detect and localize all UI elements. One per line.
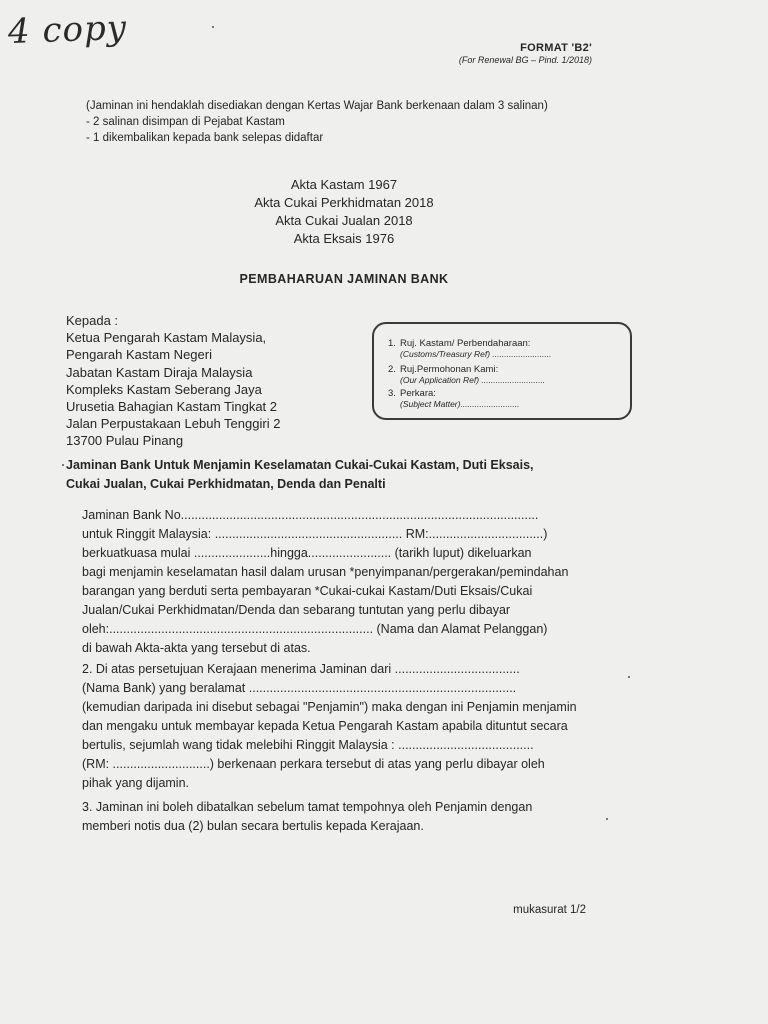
- address-line: Kompleks Kastam Seberang Jaya: [66, 381, 262, 397]
- reference-label: Perkara:: [400, 388, 436, 399]
- page-number: mukasurat 1/2: [513, 904, 586, 916]
- scan-speck: [212, 26, 214, 28]
- paragraph-line: Jualan/Cukai Perkhidmatan/Denda dan sebarang tuntutan yang perlu dibayar: [82, 603, 511, 617]
- heading-line: Cukai Jualan, Cukai Perkhidmatan, Denda dan Penalti: [66, 477, 386, 491]
- format-title: FORMAT 'B2': [520, 42, 592, 54]
- handwritten-copy-note: 4 copy: [7, 7, 128, 53]
- paragraph-line: bagi menjamin keselamatan hasil dalam urusan *penyimpanan/pergerakan/pemindahan: [82, 565, 569, 579]
- scan-speck: [62, 464, 64, 466]
- paragraph-line: untuk Ringgit Malaysia: ...................................................... RM:.................................): [82, 527, 548, 541]
- reference-field: (Subject Matter).........................: [400, 399, 520, 409]
- paragraph-line: berkuatkuasa mulai ......................hingga........................ (tarikh luput) dikeluarkan: [82, 546, 532, 560]
- reference-number: 1.: [388, 338, 396, 349]
- reference-label: Ruj.Permohonan Kami:: [400, 364, 499, 375]
- paragraph-line: memberi notis dua (2) bulan secara bertulis kepada Kerajaan.: [82, 819, 424, 833]
- paragraph-1: [82, 506, 610, 658]
- reference-label: Ruj. Kastam/ Perbendaharaan:: [400, 338, 531, 349]
- paragraph-line: (Nama Bank) yang beralamat .............................................................................: [82, 681, 517, 695]
- paragraph-line: 2. Di atas persetujuan Kerajaan menerima Jaminan dari ....................................: [82, 662, 520, 676]
- note-line: - 1 dikembalikan kepada bank selepas didaftar: [86, 132, 324, 144]
- note-line: - 2 salinan disimpan di Pejabat Kastam: [86, 116, 285, 128]
- paragraph-line: (kemudian daripada ini disebut sebagai "Penjamin") maka dengan ini Penjamin menjamin: [82, 700, 577, 714]
- reference-box: [372, 322, 632, 420]
- paragraph-line: bertulis, sejumlah wang tidak melebihi Ringgit Malaysia : .......................................: [82, 738, 534, 752]
- reference-field: (Our Application Ref) ...........................: [400, 375, 546, 385]
- paragraph-3: [82, 798, 610, 836]
- address-line: Jalan Perpustakaan Lebuh Tenggiri 2: [66, 416, 281, 432]
- reference-number: 3.: [388, 388, 396, 399]
- recipient-address: [66, 312, 280, 450]
- reference-field: (Customs/Treasury Ref) .........................: [400, 349, 552, 359]
- paragraph-line: 3. Jaminan ini boleh dibatalkan sebelum tamat tempohnya oleh Penjamin dengan: [82, 800, 533, 814]
- paragraph-line: pihak yang dijamin.: [82, 776, 190, 790]
- act-title: Akta Eksais 1976: [293, 231, 395, 246]
- acts-list: [0, 176, 768, 248]
- scan-speck: [628, 676, 630, 678]
- document-title-text: PEMBAHARUAN JAMINAN BANK: [239, 272, 449, 286]
- address-line: Kepada :: [66, 313, 119, 328]
- paragraph-line: barangan yang berduti serta pembayaran *Cukai-cukai Kastam/Duti Eksais/Cukai: [82, 584, 533, 598]
- paragraph-line: di bawah Akta-akta yang tersebut di atas.: [82, 641, 311, 655]
- format-subtitle: (For Renewal BG – Pind. 1/2018): [458, 55, 592, 65]
- paragraph-line: oleh:............................................................................ (Nama dan Alamat Pelanggan): [82, 622, 548, 636]
- paragraph-line: (RM: ............................) berkenaan perkara tersebut di atas yang perlu dibayar oleh: [82, 757, 545, 771]
- guarantee-heading: [66, 456, 606, 494]
- note-line: (Jaminan ini hendaklah disediakan dengan Kertas Wajar Bank berkenaan dalam 3 salinan): [86, 100, 548, 112]
- address-line: 13700 Pulau Pinang: [66, 433, 184, 449]
- address-line: Pengarah Kastam Negeri: [66, 347, 212, 363]
- address-line: Jabatan Kastam Diraja Malaysia: [66, 364, 253, 380]
- reference-item: [388, 388, 520, 410]
- paragraph-line: dan mengaku untuk membayar kepada Ketua Pengarah Kastam apabila dituntut secara: [82, 719, 568, 733]
- act-title: Akta Kastam 1967: [290, 177, 398, 192]
- reference-number: 2.: [388, 364, 396, 375]
- paragraph-2: [82, 660, 610, 793]
- address-line: Ketua Pengarah Kastam Malaysia,: [66, 330, 267, 346]
- address-line: Urusetia Bahagian Kastam Tingkat 2: [66, 399, 278, 415]
- paragraph-line: Jaminan Bank No.......................................................................................................: [82, 508, 539, 522]
- act-title: Akta Cukai Perkhidmatan 2018: [254, 195, 434, 210]
- act-title: Akta Cukai Jualan 2018: [275, 213, 413, 228]
- instruction-notes: [86, 98, 548, 146]
- reference-item: [388, 364, 546, 386]
- document-title: [0, 272, 768, 286]
- heading-line: Jaminan Bank Untuk Menjamin Keselamatan Cukai-Cukai Kastam, Duti Eksais,: [66, 458, 534, 472]
- reference-item: [388, 338, 552, 360]
- scan-speck: [606, 818, 608, 820]
